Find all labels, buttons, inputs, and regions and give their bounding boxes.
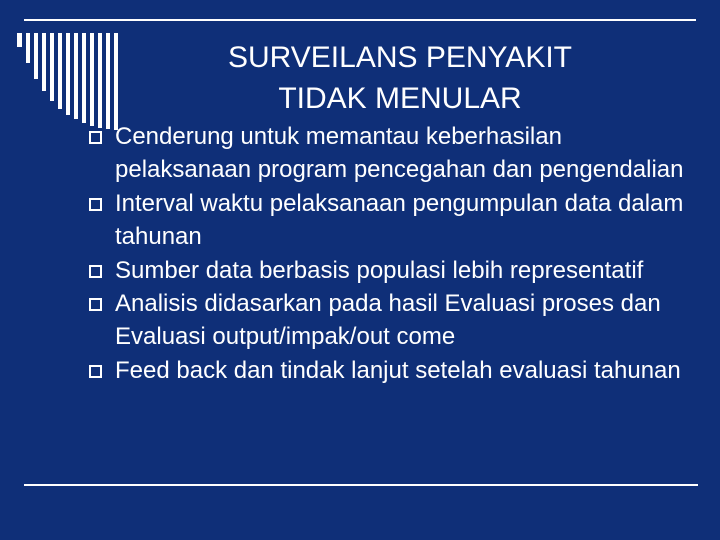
bullet-text: Analisis didasarkan pada hasil Evaluasi proses dan Evaluasi output/impak/out come — [115, 290, 661, 351]
bullet-item — [89, 354, 689, 387]
title-line-1: SURVEILANS PENYAKIT — [227, 41, 572, 74]
hollow-square-icon — [89, 365, 102, 378]
bullet-list — [89, 120, 689, 387]
bottom-divider-line — [24, 484, 698, 486]
hollow-square-icon — [89, 198, 102, 211]
hollow-square-icon — [89, 298, 102, 311]
decorative-stripes — [17, 33, 121, 130]
bullet-item — [89, 287, 689, 354]
top-divider-line — [24, 19, 696, 21]
bullet-item — [89, 187, 689, 254]
bullet-text: Cenderung untuk memantau keberhasilan pelaksanaan program pencegahan dan pengendalian — [115, 123, 684, 184]
bullet-item — [89, 254, 689, 287]
hollow-square-icon — [89, 131, 102, 144]
bullet-text: Feed back dan tindak lanjut setelah evaluasi tahunan — [115, 356, 681, 384]
title-line-2: TIDAK MENULAR — [278, 82, 522, 115]
bullet-text: Sumber data berbasis populasi lebih representatif — [115, 256, 644, 284]
slide-title — [140, 37, 660, 119]
hollow-square-icon — [89, 265, 102, 278]
bullet-text: Interval waktu pelaksanaan pengumpulan data dalam tahunan — [115, 189, 684, 251]
bullet-item — [89, 120, 689, 187]
